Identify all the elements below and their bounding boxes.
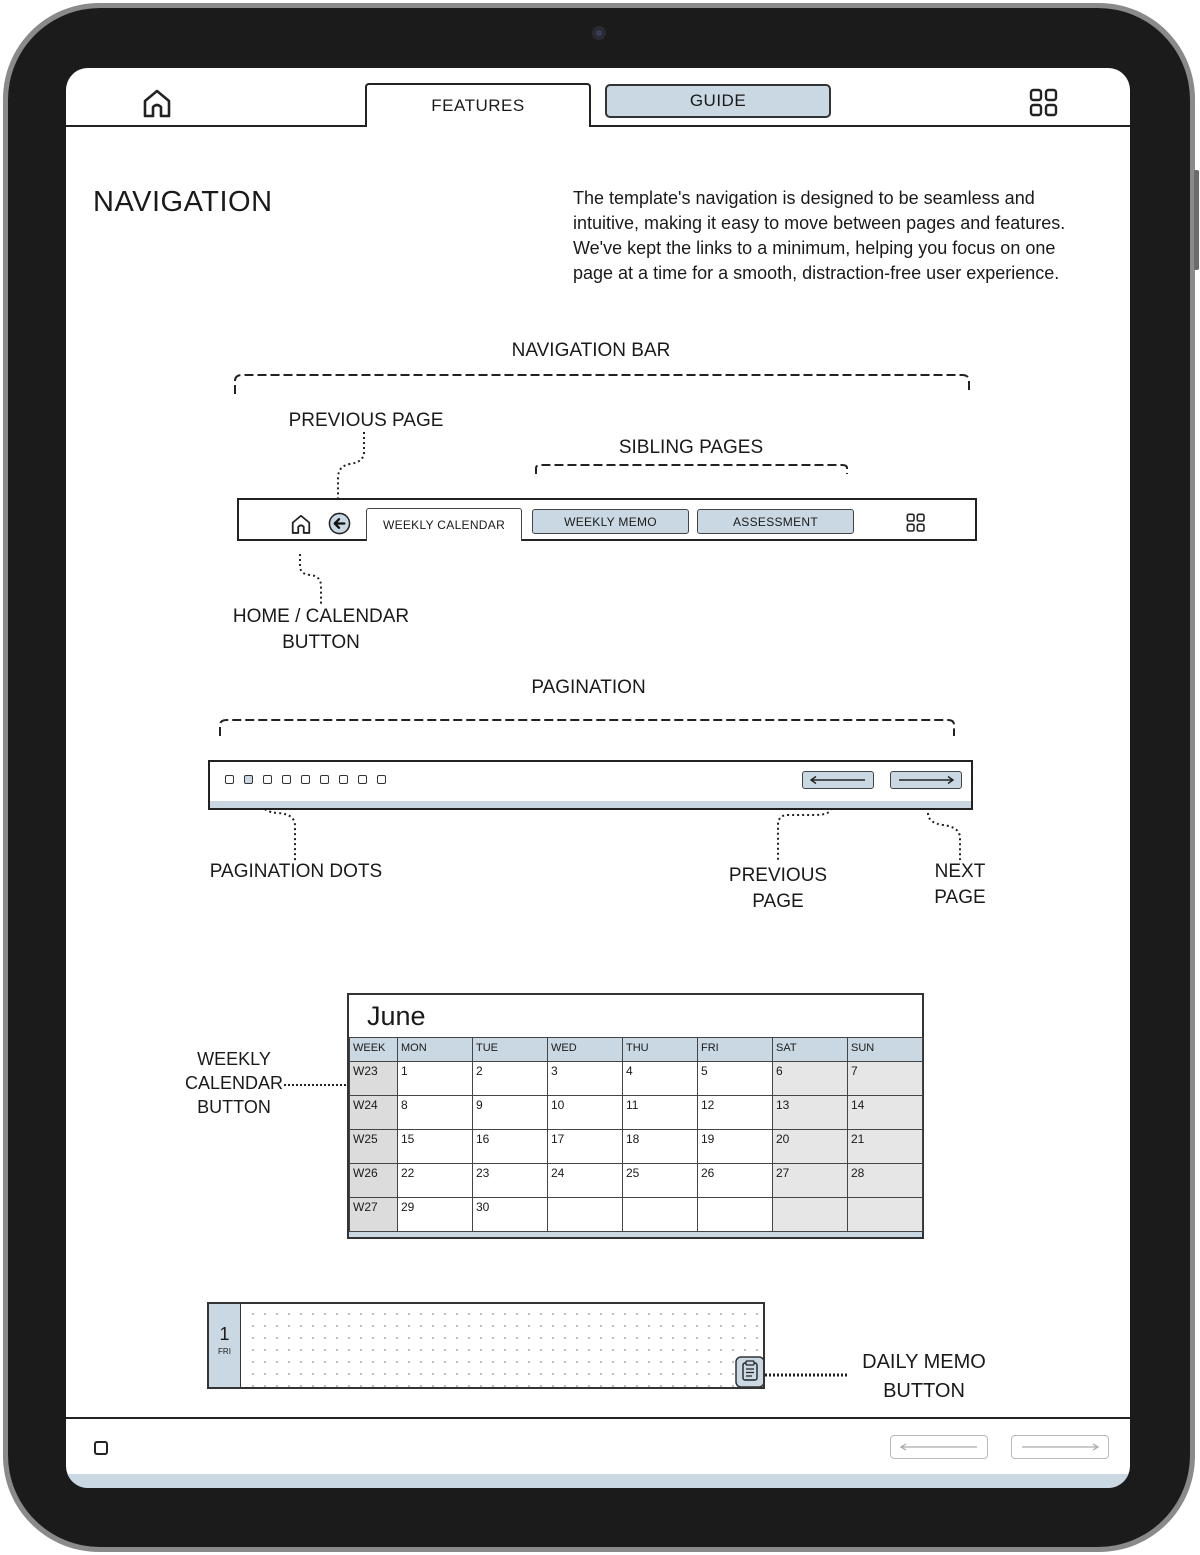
next-page-label-line2: PAGE — [934, 887, 986, 908]
previous-page-label-line2: PAGE — [752, 891, 804, 912]
tab-features[interactable]: FEATURES — [365, 83, 591, 127]
calendar-header-cell: TUE — [473, 1038, 548, 1062]
calendar-day-cell — [698, 1198, 773, 1232]
calendar-day-cell: 17 — [548, 1130, 623, 1164]
intro-text: The template's navigation is designed to be seamless and intuitive, making it easy to move between pages and features. We've kept the links to a minimum, helping you focus on one page at a time for a smooth, distraction-free user experience. — [573, 188, 1066, 283]
footer-left-arrow-icon — [899, 1443, 979, 1451]
calendar-day-cell: 7 — [848, 1062, 923, 1096]
memo-day-number: 1 — [219, 1324, 230, 1344]
calendar-week-row — [350, 1062, 923, 1096]
mock-previous-page-button — [802, 771, 874, 789]
calendar-day-cell: 22 — [398, 1164, 473, 1198]
calendar-week-row — [350, 1130, 923, 1164]
sibling-pages-label: SIBLING PAGES — [618, 437, 764, 458]
daily-memo-icon — [735, 1356, 765, 1387]
tablet-screen — [66, 68, 1130, 1488]
calendar-day-cell: 6 — [773, 1062, 848, 1096]
pagination-heading: PAGINATION — [531, 677, 646, 698]
calendar-day-cell: 8 — [398, 1096, 473, 1130]
calendar-day-cell: 19 — [698, 1130, 773, 1164]
footer-previous-button[interactable] — [890, 1435, 988, 1459]
pagination-dot — [377, 775, 386, 784]
pagination-dot — [225, 775, 234, 784]
weekly-calendar-label-line3: BUTTON — [197, 1097, 271, 1117]
right-arrow-icon — [897, 775, 955, 785]
weekly-calendar-label-line2: CALENDAR — [184, 1073, 284, 1093]
memo-dot-grid — [243, 1304, 763, 1387]
mock-tab-weekly-memo: WEEKLY MEMO — [532, 509, 689, 534]
daily-memo-mock — [207, 1302, 765, 1389]
calendar-day-cell: 14 — [848, 1096, 923, 1130]
calendar-week-cell: W25 — [350, 1130, 398, 1164]
previous-page-label-line1: PREVIOUS — [728, 865, 828, 886]
calendar-day-cell: 2 — [473, 1062, 548, 1096]
calendar-day-cell: 16 — [473, 1130, 548, 1164]
left-arrow-icon — [809, 775, 867, 785]
calendar-header-cell: WEEK — [350, 1038, 398, 1062]
calendar-day-cell — [848, 1198, 923, 1232]
pagination-dot — [358, 775, 367, 784]
calendar-header-cell: SAT — [773, 1038, 848, 1062]
calendar-day-cell: 27 — [773, 1164, 848, 1198]
calendar-day-cell: 29 — [398, 1198, 473, 1232]
calendar-day-cell: 25 — [623, 1164, 698, 1198]
calendar-header-cell: MON — [398, 1038, 473, 1062]
calendar-day-cell: 23 — [473, 1164, 548, 1198]
calendar-day-cell: 11 — [623, 1096, 698, 1130]
daily-memo-label-line2: BUTTON — [883, 1380, 965, 1402]
calendar-header-cell: WED — [548, 1038, 623, 1062]
calendar-mock — [347, 993, 924, 1239]
calendar-month: June — [367, 1001, 426, 1031]
calendar-header-row — [350, 1038, 923, 1062]
calendar-week-cell: W23 — [350, 1062, 398, 1096]
pagination-strip — [210, 801, 971, 808]
memo-date-column — [209, 1304, 241, 1387]
calendar-day-cell: 15 — [398, 1130, 473, 1164]
calendar-day-cell: 30 — [473, 1198, 548, 1232]
calendar-header-cell: SUN — [848, 1038, 923, 1062]
footer-strip — [66, 1474, 1130, 1488]
mock-tab-weekly-calendar: WEEKLY CALENDAR — [366, 508, 522, 541]
calendar-week-row — [350, 1198, 923, 1232]
home-label-line2: BUTTON — [282, 632, 360, 653]
calendar-week-row — [350, 1096, 923, 1130]
calendar-week-cell: W27 — [350, 1198, 398, 1232]
calendar-footer-strip — [349, 1231, 922, 1237]
footer-divider — [66, 1417, 1130, 1419]
calendar-header-cell: THU — [623, 1038, 698, 1062]
mock-pagination-bar — [208, 760, 973, 810]
calendar-day-cell: 1 — [398, 1062, 473, 1096]
mock-next-page-button — [890, 771, 962, 789]
calendar-day-cell: 4 — [623, 1062, 698, 1096]
pagination-dot — [282, 775, 291, 784]
calendar-day-cell: 18 — [623, 1130, 698, 1164]
calendar-day-cell: 24 — [548, 1164, 623, 1198]
calendar-day-cell: 28 — [848, 1164, 923, 1198]
pagination-dot — [320, 775, 329, 784]
next-page-label-line1: NEXT — [934, 861, 986, 882]
pagination-dot — [244, 775, 253, 784]
small-square-icon[interactable] — [94, 1441, 108, 1455]
calendar-day-cell: 26 — [698, 1164, 773, 1198]
pagination-dot — [263, 775, 272, 784]
calendar-day-cell: 20 — [773, 1130, 848, 1164]
footer-next-button[interactable] — [1011, 1435, 1109, 1459]
calendar-day-cell: 12 — [698, 1096, 773, 1130]
page-title: NAVIGATION — [93, 186, 273, 218]
mock-tab-assessment: ASSESSMENT — [697, 509, 854, 534]
calendar-day-cell — [623, 1198, 698, 1232]
calendar-day-cell: 5 — [698, 1062, 773, 1096]
pagination-dot — [301, 775, 310, 784]
calendar-day-cell: 21 — [848, 1130, 923, 1164]
nav-bar-heading: NAVIGATION BAR — [511, 340, 671, 361]
memo-day-name: FRI — [218, 1347, 231, 1356]
daily-memo-pointer — [764, 1371, 850, 1379]
home-label-line1: HOME / CALENDAR — [232, 606, 410, 627]
weekly-calendar-label-line1: WEEKLY — [197, 1049, 271, 1069]
tab-guide[interactable]: GUIDE — [605, 84, 831, 118]
pagination-dots-label: PAGINATION DOTS — [209, 861, 383, 882]
calendar-day-cell — [548, 1198, 623, 1232]
pagination-dot — [339, 775, 348, 784]
calendar-day-cell: 3 — [548, 1062, 623, 1096]
previous-page-label: PREVIOUS PAGE — [288, 410, 444, 431]
calendar-week-row — [350, 1164, 923, 1198]
calendar-day-cell — [773, 1198, 848, 1232]
calendar-grid — [349, 1037, 923, 1232]
calendar-week-cell: W26 — [350, 1164, 398, 1198]
calendar-header-cell: FRI — [698, 1038, 773, 1062]
annotation-lines-pagination — [66, 68, 1130, 968]
footer-right-arrow-icon — [1020, 1443, 1100, 1451]
calendar-day-cell: 13 — [773, 1096, 848, 1130]
calendar-week-cell: W24 — [350, 1096, 398, 1130]
calendar-day-cell: 10 — [548, 1096, 623, 1130]
calendar-day-cell: 9 — [473, 1096, 548, 1130]
daily-memo-label-line1: DAILY MEMO — [862, 1351, 986, 1373]
